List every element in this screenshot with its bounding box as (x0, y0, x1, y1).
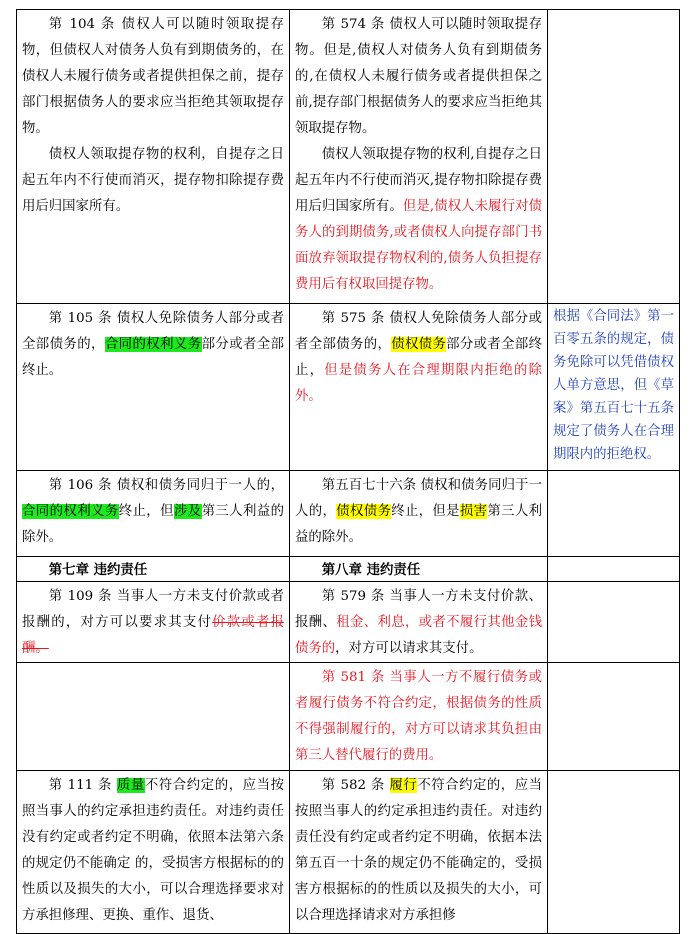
comment-cell (548, 582, 680, 663)
old-article-cell (17, 582, 290, 663)
article-text-part: 第 579 条 当事人一方未支付价款、报酬、 (295, 589, 542, 630)
new-article-cell (290, 557, 548, 582)
article-text-part: 第 106 条 债权和债务同归于一人的， (48, 478, 284, 493)
old-article-cell (17, 771, 290, 934)
old-article-cell (17, 557, 290, 582)
old-article-cell (17, 471, 290, 557)
article-text: 第 574 条 债权人可以随时领取提存物。但是,债权人对债务人负有到期债务的,在债权人未履行债务或者提供担保之前,提存部门根据债务人的要求应当拒绝其领取提存物。 (295, 17, 542, 136)
old-article-cell (17, 304, 290, 471)
article-text-part: 第 575 条 债权人免除债务人部分或者全部债务的， (295, 311, 542, 352)
added-text: 租金、利息，或者不履行其他金钱债务的 (295, 615, 543, 656)
chapter-heading: 第八章 违约责任 (321, 562, 421, 578)
article-text-part: 第 109 条 当事人一方未支付价款或者报酬的，对方可以要求其支付 (22, 589, 284, 630)
highlighted-term: 质量 (116, 778, 145, 793)
highlighted-term: 损害 (459, 504, 488, 519)
article-text: 债权人领取提存物的权利，自提存之日起五年内不行使而消灭，提存物扣除提存费用后归国家所有。 (22, 147, 284, 214)
new-article-cell (290, 471, 548, 557)
highlighted-term: 合同的权利义务 (104, 337, 202, 352)
article-text (295, 584, 542, 662)
table-row (17, 771, 680, 934)
article-text-part: 第 105 条 债权人免除债务人部分或者全部债务的， (22, 311, 284, 352)
article-text (295, 473, 542, 551)
highlighted-term: 履行 (389, 778, 418, 793)
article-text-part: 第三人利益的除外。 (22, 504, 285, 545)
comment-cell (548, 304, 680, 471)
article-text (295, 773, 542, 929)
highlighted-term: 债权债务 (336, 504, 392, 519)
article-text-part: 终止，但 (118, 504, 174, 519)
article-text: 第 104 条 债权人可以随时领取提存物，但债权人对债务人负有到期债务的，在债权人未履行债务或者提供担保之前，提存部门根据债务人的要求应当拒绝其领取提存物。 (22, 17, 284, 136)
added-text: 但是,债权人未履行对债务人的到期债务,或者债权人向提存部门书面放弃领取提存物权利的,债务人负担提存费用后有权取回提存物。 (295, 199, 542, 292)
old-article-cell (17, 10, 290, 304)
article-text-part: 终止，但是 (391, 504, 460, 519)
highlighted-term: 涉及 (173, 504, 202, 519)
table-row (17, 663, 680, 771)
article-text (22, 773, 284, 929)
highlighted-term: 合同的权利义务 (22, 504, 119, 519)
highlighted-term: 债权债务 (391, 337, 447, 352)
table-row (17, 471, 680, 557)
old-article-cell (17, 663, 290, 771)
comment-cell (548, 10, 680, 304)
comment-cell (548, 663, 680, 771)
article-text-part: 第 111 条 (48, 778, 117, 793)
added-text: 但是债务人在合理期限内拒绝的除外。 (295, 363, 543, 404)
table-row (17, 582, 680, 663)
added-article: 第 581 条 当事人一方不履行债务或者履行债务不符合约定，根据债务的性质不得强制履行的，对方可以请求其负担由第三人替代履行的费用。 (295, 670, 542, 763)
article-text (22, 473, 284, 551)
new-article-cell (290, 304, 548, 471)
comment-text: 根据《合同法》第一百零五条的规定，债务免除可以凭借债权人单方意思，但《草案》第五百七十五条规定了债务人在合理期限内的拒绝权。 (553, 309, 674, 462)
new-article-cell (290, 663, 548, 771)
article-text-part: 第三人利益的除外。 (295, 504, 543, 545)
article-text-part: 债权人领取提存物的权利,自提存之日起五年内不行使而消灭,提存物扣除提存费用后归国家所有。 (295, 147, 542, 214)
article-text-part: 部分或者全部终止。 (22, 337, 285, 378)
table-row (17, 10, 680, 304)
new-article-cell (290, 582, 548, 663)
article-text-part: ，对方可以请求其支付。 (335, 641, 483, 656)
comment-cell (548, 557, 680, 582)
article-text-part: 不符合约定的，应当按照当事人的约定承担违约责任。对违约责任没有约定或者约定不明确，依据本法第五百一十条的规定仍不能确定的，受损害方根据标的的性质以及损失的大小，可以合理选择请求对方承担修 (295, 778, 543, 923)
comment-cell (548, 471, 680, 557)
deleted-text: 价款或者报酬。 (22, 615, 285, 656)
comment-cell (548, 771, 680, 934)
article-text-part: 第五百七十六条 债权和债务同归于一人的， (295, 478, 542, 519)
article-text-part: 部分或者全部终止， (295, 337, 543, 378)
article-text-part: 第 582 条 (321, 778, 390, 793)
article-text-part: 不符合约定的，应当按照当事人的约定承担违约责任。对违约责任没有约定或者约定不明确，依照本法第六条的规定仍不能确定 的，受损害方根据标的的性质以及损失的大小，可以合理选择要求对方承担修理、更换、重作、退货、 (22, 778, 285, 923)
table-row (17, 304, 680, 471)
new-article-cell (290, 771, 548, 934)
article-text (22, 306, 284, 384)
new-article-cell (290, 10, 548, 304)
chapter-heading: 第七章 违约责任 (48, 562, 148, 578)
article-text (22, 584, 284, 662)
table-row (17, 557, 680, 582)
article-text (295, 306, 542, 410)
article-text (295, 142, 542, 298)
comparison-table (16, 9, 680, 934)
